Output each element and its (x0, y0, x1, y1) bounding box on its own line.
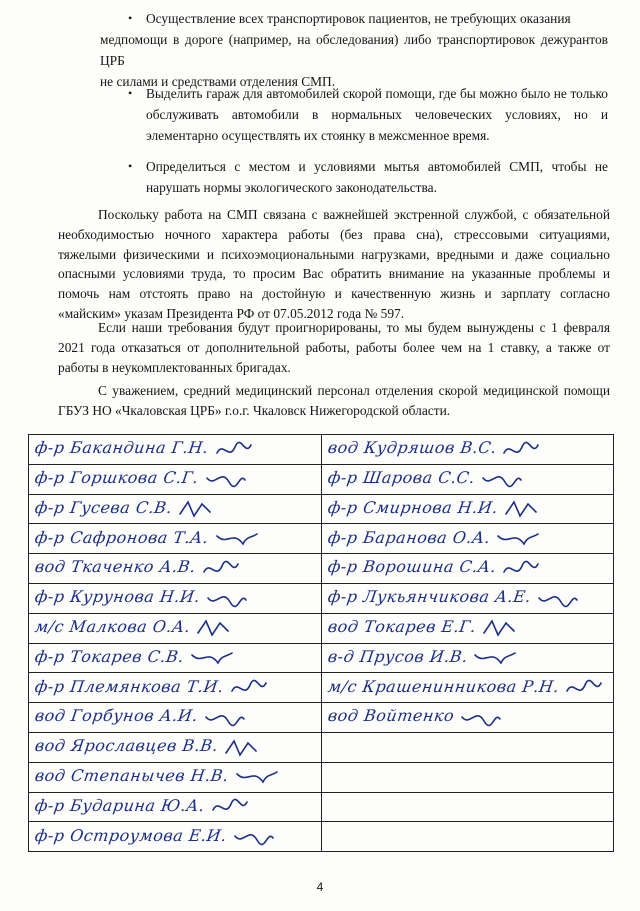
signature-row (29, 792, 614, 822)
signature-name: ф-р Горшкова С.Г. (33, 468, 200, 488)
handwritten-signature-icon (202, 558, 246, 580)
paragraph-closing (58, 381, 610, 421)
signature-cell-left (29, 732, 322, 762)
signature-row (29, 464, 614, 494)
signature-cell-left (29, 435, 322, 465)
paragraph-ultimatum (58, 318, 610, 377)
handwritten-signature-icon (215, 528, 259, 550)
signature-name: ф-р Шарова С.С. (326, 468, 476, 488)
handwritten-signature-icon (502, 558, 546, 580)
bullet-item-3 (128, 156, 608, 198)
signature-cell-left (29, 673, 322, 703)
signature-cell-right (321, 554, 614, 584)
signature-name: вод Ярославцев В.В. (33, 736, 220, 756)
signature-name: ф-р Ворошина С.А. (326, 557, 498, 577)
handwritten-signature-icon (178, 498, 222, 520)
signature-cell-right (321, 643, 614, 673)
signature-row (29, 703, 614, 733)
signature-cell-right (321, 673, 614, 703)
signature-cell-left (29, 524, 322, 554)
signature-name: ф-р Токарев С.В. (33, 646, 186, 666)
handwritten-signature-icon (215, 439, 259, 461)
signature-name: вод Степанычев Н.В. (33, 766, 231, 785)
signature-cell-left (29, 792, 322, 822)
signature-name: ф-р Курунова Н.И. (33, 587, 202, 607)
signature-name: ф-р Бакандина Г.Н. (33, 438, 210, 458)
paragraph-2-text: Если наши требования будут проигнорированы, то мы будем вынуждены с 1 февраля 2021 года отказаться от дополнительной работы, работы более чем на 1 ставку, а также от работы в неукомплектованных бригадах. (58, 320, 610, 375)
signature-name: вод Войтенко (326, 706, 456, 726)
signature-row (29, 583, 614, 613)
signature-cell-left (29, 703, 322, 733)
bullet-2-text: Выделить гараж для автомобилей скорой помощи, где бы можно было не только обслуживать автомобили в нормальных человеческих условиях, но и элементарно осуществлять их стоянку в межсменное время. (146, 86, 608, 143)
bullet-dot-icon: • (128, 159, 133, 173)
signature-cell-right (321, 732, 614, 762)
signature-name: в-д Прусов И.В. (326, 646, 469, 666)
signature-cell-left (29, 762, 322, 792)
bullet-1-line-3: не силами и средствами отделения СМП. (100, 74, 336, 89)
signature-name: м/с Малкова О.А. (33, 617, 192, 637)
signature-row (29, 732, 614, 762)
signature-row (29, 822, 614, 852)
handwritten-signature-icon (482, 617, 526, 639)
paragraph-1-text: Поскольку работа на СМП связана с важнейшей экстренной службой, с обязательной необходимостью ночного характера работы (без права сна), стрессовыми ситуациями, тяжелыми физическими и психоэмоциональными нагрузками, вредными и даже социально опасными условиями труда, то просим Вас обратить внимание на указанные проблемы и помочь нам отстоять право на достойную и качественную жизнь и зарплату согласно «майским» указам Президента РФ от 07.05.2012 года № 597. (58, 207, 610, 321)
signature-name: ф-р Гусева С.В. (33, 497, 174, 517)
signature-name: ф-р Смирнова Н.И. (326, 497, 499, 517)
signature-name: ф-р Бударина Ю.А. (33, 795, 206, 815)
signature-cell-left (29, 822, 322, 852)
signature-name: вод Кудряшов В.С. (326, 438, 498, 458)
handwritten-signature-icon (204, 707, 248, 729)
signature-cell-right (321, 524, 614, 554)
bullet-dot-icon: • (128, 86, 133, 100)
signature-name: ф-р Племянкова Т.И. (33, 676, 226, 696)
handwritten-signature-icon (224, 737, 268, 759)
handwritten-signature-icon (206, 588, 250, 610)
bullet-1-line-1: Осуществление всех транспортировок пациентов, не требующих оказания (146, 11, 571, 26)
signature-cell-left (29, 613, 322, 643)
signature-cell-right (321, 435, 614, 465)
bullet-1-line-2: медпомощи в дороге (например, на обследования) либо транспортировок дежурантов ЦРБ (100, 32, 608, 68)
handwritten-signature-icon (460, 707, 504, 729)
signature-row (29, 643, 614, 673)
page-number: 4 (316, 880, 324, 894)
signature-cell-left (29, 554, 322, 584)
handwritten-signature-icon (233, 826, 277, 848)
handwritten-signature-icon (473, 647, 517, 669)
signature-name: вод Горбунов А.И. (33, 706, 200, 726)
bullet-item-2 (128, 83, 608, 146)
handwritten-signature-icon (502, 439, 546, 461)
signature-row (29, 762, 614, 792)
signature-row (29, 673, 614, 703)
signature-cell-right (321, 613, 614, 643)
signature-name: ф-р Баранова О.А. (326, 527, 492, 547)
signature-table (28, 434, 614, 852)
handwritten-signature-icon (235, 766, 279, 788)
signature-cell-right (321, 792, 614, 822)
signature-row (29, 554, 614, 584)
signature-cell-right (321, 703, 614, 733)
handwritten-signature-icon (205, 468, 249, 490)
signature-cell-right (321, 762, 614, 792)
signature-name: ф-р Лукьянчикова А.Е. (326, 587, 532, 607)
signature-name: вод Токарев Е.Г. (326, 617, 477, 637)
signature-cell-left (29, 583, 322, 613)
signature-cell-right (321, 583, 614, 613)
handwritten-signature-icon (196, 617, 240, 639)
signature-row (29, 494, 614, 524)
signature-cell-left (29, 464, 322, 494)
signature-name: ф-р Сафронова Т.А. (33, 527, 210, 547)
bullet-dot-icon: • (128, 11, 133, 25)
handwritten-signature-icon (481, 468, 525, 490)
signature-cell-left (29, 494, 322, 524)
handwritten-signature-icon (211, 796, 255, 818)
signature-cell-right (321, 822, 614, 852)
signature-cell-left (29, 643, 322, 673)
signature-name: ф-р Остроумова Е.И. (33, 825, 229, 845)
handwritten-signature-icon (496, 528, 540, 550)
signature-row (29, 435, 614, 465)
signature-cell-right (321, 464, 614, 494)
signature-row (29, 524, 614, 554)
signature-name: м/с Крашенинникова Р.Н. (326, 676, 561, 696)
paragraph-justification (58, 205, 610, 324)
handwritten-signature-icon (565, 677, 609, 699)
handwritten-signature-icon (504, 498, 548, 520)
handwritten-signature-icon (230, 677, 274, 699)
bullet-3-text: Определиться с местом и условиями мытья автомобилей СМП, чтобы не нарушать нормы экологического законодательства. (146, 159, 608, 195)
signature-cell-right (321, 494, 614, 524)
paragraph-3-text: С уважением, средний медицинский персонал отделения скорой медицинской помощи ГБУЗ НО «Чкаловская ЦРБ» г.о.г. Чкаловск Нижегородской области. (58, 383, 610, 418)
signature-name: вод Ткаченко А.В. (33, 557, 198, 577)
bullet-item-1 (100, 8, 608, 92)
handwritten-signature-icon (537, 588, 581, 610)
handwritten-signature-icon (190, 647, 234, 669)
signature-row (29, 613, 614, 643)
